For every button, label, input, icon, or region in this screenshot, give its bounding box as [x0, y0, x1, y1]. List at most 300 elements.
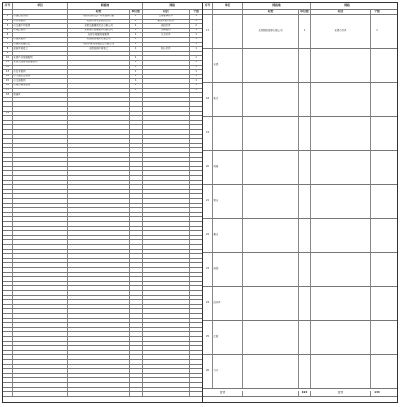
- row-unit: 滨湖: [213, 253, 243, 286]
- row-unit: [13, 227, 68, 231]
- row-unit: [13, 181, 68, 185]
- row-unit: [13, 282, 68, 286]
- row-cunwei: [68, 240, 129, 244]
- row-cunwei: [68, 148, 129, 152]
- row-cunju: 江南花园社区: [143, 15, 191, 19]
- row-count: [190, 300, 202, 304]
- table-row: [203, 253, 397, 287]
- row-cunwei: 无锡市建设发展投资有限公司: [68, 43, 129, 47]
- row-cunwei: [68, 112, 129, 116]
- subheader-cunwei-right: 村委: [243, 10, 299, 14]
- row-no: [3, 148, 13, 152]
- row-no: 9: [3, 52, 13, 56]
- row-count: [190, 346, 202, 350]
- row-count: [190, 158, 202, 162]
- row-count: 1: [195, 56, 197, 59]
- row-cunwei: [68, 135, 129, 139]
- row-unit: [13, 194, 68, 198]
- row-cunju: 无锡市社区: [311, 15, 371, 48]
- row-cunju: [143, 259, 191, 263]
- row-no: [3, 245, 13, 249]
- row-unit: [13, 144, 68, 148]
- row-unit: [13, 162, 68, 166]
- table-row: [203, 117, 397, 151]
- row-no: 17: [3, 89, 13, 93]
- row-count: [190, 245, 202, 249]
- row-count: [190, 240, 202, 244]
- row-cunwei: 无锡城市发展集团有限公司: [68, 29, 129, 33]
- row-cunju: [311, 117, 371, 150]
- row-unit-count: [130, 291, 143, 295]
- row-unit: 市交通产业集团: [13, 24, 68, 28]
- row-no: [3, 323, 13, 327]
- row-cunwei: [68, 181, 129, 185]
- row-no: 12: [3, 66, 13, 70]
- row-unit-count: [130, 185, 143, 189]
- row-cunju: [143, 102, 191, 106]
- row-cunwei: [68, 268, 129, 272]
- row-unit: 市文旅集团: [13, 79, 68, 83]
- row-cunju: [143, 222, 191, 226]
- row-no: 17: [203, 15, 213, 48]
- row-unit-count: [130, 314, 143, 318]
- row-no: [3, 355, 13, 359]
- row-count: [190, 162, 202, 166]
- row-cunwei: 无锡国际服务有限公司: [243, 15, 299, 48]
- row-no: [3, 282, 13, 286]
- row-cunju: [311, 49, 371, 82]
- row-cunwei: [68, 52, 129, 56]
- row-no: [3, 388, 13, 392]
- row-cunju: 东方社区: [143, 33, 191, 37]
- row-no: 21: [203, 185, 213, 218]
- row-unit-count: [130, 130, 143, 134]
- row-unit: [13, 176, 68, 180]
- row-unit: 市水务集团: [13, 20, 68, 24]
- row-unit-count: [299, 219, 311, 252]
- subheader-unit-right: [213, 10, 243, 14]
- row-cunju: 沁园新村: [143, 29, 191, 33]
- row-cunwei: [68, 204, 129, 208]
- row-unit: 惠山: [213, 219, 243, 252]
- row-unit-count: [299, 321, 311, 354]
- row-cunwei: [68, 250, 129, 254]
- row-unit-count: [130, 107, 143, 111]
- total-label-1: 合计: [203, 391, 243, 396]
- row-unit: 无锡: [213, 49, 243, 82]
- row-unit: [13, 130, 68, 134]
- row-no: 3: [3, 24, 13, 28]
- row-cunju: [143, 360, 191, 364]
- row-cunju: [143, 328, 191, 332]
- row-count: [190, 383, 202, 387]
- header-ward-group2: 网格: [169, 3, 176, 8]
- row-no: 25: [203, 321, 213, 354]
- row-cunwei: [68, 190, 129, 194]
- row-unit: [13, 296, 68, 300]
- header-unit: 单位: [13, 3, 68, 9]
- row-unit: 无锡产业发展集团: [13, 56, 68, 60]
- row-no: [3, 208, 13, 212]
- row-unit: 市金融投资集团: [13, 75, 68, 79]
- row-cunwei: [243, 83, 299, 116]
- row-no: [3, 190, 13, 194]
- row-no: 19: [3, 112, 13, 116]
- row-cunju: [143, 236, 191, 240]
- row-unit: [13, 222, 68, 226]
- row-cunwei: [243, 117, 299, 150]
- row-cunwei: [68, 374, 129, 378]
- row-cunwei: [68, 176, 129, 180]
- row-unit-count: [299, 83, 311, 116]
- row-no: [3, 176, 13, 180]
- row-count: [190, 296, 202, 300]
- row-count: [190, 337, 202, 341]
- row-unit-count: [130, 158, 143, 162]
- row-count: [190, 250, 202, 254]
- row-unit-count: [130, 245, 143, 249]
- row-unit-count: [130, 309, 143, 313]
- row-no: [3, 383, 13, 387]
- row-unit-count: [130, 139, 143, 143]
- row-cunju: [143, 139, 191, 143]
- row-count: [190, 139, 202, 143]
- row-unit: [13, 107, 68, 111]
- row-unit: [13, 231, 68, 235]
- row-cunju: [143, 309, 191, 313]
- row-cunju: [143, 93, 191, 97]
- row-no: [3, 98, 13, 102]
- row-no: [3, 360, 13, 364]
- row-unit: [13, 273, 68, 277]
- row-no: [3, 286, 13, 290]
- row-unit: [13, 208, 68, 212]
- row-cunju: [143, 208, 191, 212]
- row-cunju: [143, 227, 191, 231]
- row-cunwei: [68, 305, 129, 309]
- row-unit: 无锡太湖新城发展集团: [13, 61, 68, 65]
- row-cunju: [143, 148, 191, 152]
- row-count: [190, 236, 202, 240]
- row-count: [190, 176, 202, 180]
- row-count: 1: [195, 65, 197, 69]
- row-unit: [13, 309, 68, 313]
- row-cunwei: [68, 171, 129, 175]
- row-no: [3, 231, 13, 235]
- row-unit-count: 1: [130, 66, 143, 70]
- row-cunju: [143, 369, 191, 373]
- row-unit: [13, 135, 68, 139]
- row-no: 8: [3, 47, 13, 51]
- row-unit: [13, 153, 68, 157]
- row-count: 1: [195, 47, 197, 50]
- row-count: [190, 181, 202, 185]
- row-cunwei: [68, 328, 129, 332]
- row-no: [3, 199, 13, 203]
- row-unit: [13, 337, 68, 341]
- row-count: [190, 153, 202, 157]
- row-no: [3, 240, 13, 244]
- row-unit: 市城市建设集团: [13, 84, 68, 88]
- row-cunju: [143, 185, 191, 189]
- row-no: [3, 158, 13, 162]
- row-unit: 高新区管委会: [13, 47, 68, 51]
- row-cunwei: [68, 222, 129, 226]
- row-unit-count: [130, 231, 143, 235]
- row-count: [190, 323, 202, 327]
- row-unit-count: [130, 217, 143, 221]
- row-unit-count: [130, 388, 143, 392]
- row-cunwei: [68, 259, 129, 263]
- row-unit-count: [130, 328, 143, 332]
- row-no: [3, 268, 13, 272]
- row-cunwei: [68, 167, 129, 171]
- row-unit-count: [130, 332, 143, 336]
- row-no: 22: [203, 219, 213, 252]
- row-count: [190, 342, 202, 346]
- row-unit-count: 1: [130, 38, 143, 42]
- row-count: [371, 287, 383, 320]
- row-cunju: [143, 112, 191, 116]
- row-unit: [13, 305, 68, 309]
- row-count: [190, 222, 202, 226]
- row-count: [190, 351, 202, 355]
- row-count: 1: [195, 61, 197, 64]
- row-unit: 梁溪: [213, 151, 243, 184]
- row-cunju: [143, 378, 191, 382]
- row-cunju: [143, 305, 191, 309]
- row-unit-count: [130, 227, 143, 231]
- row-no: [3, 305, 13, 309]
- row-cunwei: [68, 61, 129, 65]
- row-cunwei: [68, 286, 129, 290]
- row-cunju: [143, 181, 191, 185]
- row-count: [190, 227, 202, 231]
- subheader-cunju-right: 村居: [311, 10, 371, 14]
- row-unit: [13, 323, 68, 327]
- row-unit-count: 1: [130, 29, 143, 33]
- header-no-right: 序号: [203, 3, 213, 9]
- row-cunwei: [68, 93, 129, 97]
- row-unit: [13, 185, 68, 189]
- row-unit: [13, 355, 68, 359]
- subheader-count: 个数: [193, 10, 199, 14]
- row-unit-count: [130, 121, 143, 125]
- row-cunju: [143, 43, 191, 47]
- row-count: [190, 305, 202, 309]
- row-unit-count: 1: [130, 56, 143, 60]
- row-unit-count: [130, 153, 143, 157]
- row-unit-count: [130, 319, 143, 323]
- total-label-2: 合计: [311, 391, 371, 396]
- row-cunwei: [68, 185, 129, 189]
- row-no: [3, 116, 13, 120]
- row-count: [190, 112, 202, 116]
- row-count: [190, 388, 202, 392]
- row-cunwei: [68, 314, 129, 318]
- row-cunju: [143, 176, 191, 180]
- row-count: 1: [195, 42, 197, 46]
- row-count: [190, 369, 202, 373]
- row-cunwei: [68, 162, 129, 166]
- row-cunwei: [68, 107, 129, 111]
- row-no: 20: [203, 151, 213, 184]
- row-cunju: [143, 213, 191, 217]
- row-unit-count: [130, 199, 143, 203]
- row-cunju: [143, 199, 191, 203]
- row-unit: [13, 314, 68, 318]
- row-cunju: [143, 89, 191, 93]
- row-cunwei: [68, 369, 129, 373]
- row-count: [190, 185, 202, 189]
- row-cunju: [311, 253, 371, 286]
- row-cunju: [143, 167, 191, 171]
- row-cunwei: [68, 125, 129, 129]
- table-row: [203, 49, 397, 83]
- row-count: [190, 199, 202, 203]
- row-cunwei: [243, 185, 299, 218]
- row-cunju: 惠山区阳山社区: [143, 20, 191, 24]
- table-row: [203, 15, 397, 49]
- table-row: [203, 151, 397, 185]
- row-no: [3, 227, 13, 231]
- row-cunju: [143, 392, 191, 396]
- row-count: [190, 268, 202, 272]
- subheader-no-right: [203, 10, 213, 14]
- row-no: [3, 213, 13, 217]
- row-cunwei: [68, 236, 129, 240]
- row-cunju: [143, 314, 191, 318]
- row-no: [3, 259, 13, 263]
- row-no: [3, 254, 13, 258]
- row-cunju: [143, 332, 191, 336]
- row-unit: [13, 263, 68, 267]
- table-row: [3, 392, 202, 397]
- row-count: [190, 254, 202, 258]
- row-unit: [13, 66, 68, 70]
- row-cunju: 旺庄社区: [143, 47, 191, 51]
- row-unit: [13, 98, 68, 102]
- row-unit: [13, 351, 68, 355]
- row-unit: [13, 236, 68, 240]
- row-no: [3, 153, 13, 157]
- row-no: [3, 171, 13, 175]
- row-cunju: [311, 185, 371, 218]
- row-cunwei: 无锡市自来水股份公司: [68, 20, 129, 24]
- row-no: [3, 250, 13, 254]
- row-no: [3, 296, 13, 300]
- row-cunwei: [68, 56, 129, 60]
- table-header-right: [203, 3, 397, 10]
- row-unit-count: [130, 102, 143, 106]
- row-cunwei: [243, 287, 299, 320]
- row-unit: [13, 369, 68, 373]
- row-no: [3, 351, 13, 355]
- row-count: [190, 282, 202, 286]
- row-unit: [13, 388, 68, 392]
- row-unit: [13, 291, 68, 295]
- row-no: 18: [3, 93, 13, 97]
- row-count: [190, 116, 202, 120]
- row-cunwei: [68, 75, 129, 79]
- row-unit-count: [130, 383, 143, 387]
- row-no: [3, 378, 13, 382]
- row-cunju: [143, 162, 191, 166]
- row-count: 1: [195, 19, 197, 23]
- row-count: [190, 93, 202, 97]
- row-cunju: [311, 321, 371, 354]
- row-unit-count: [130, 273, 143, 277]
- row-unit: 梁溪区: [13, 93, 68, 97]
- row-cunwei: [68, 300, 129, 304]
- total-value-1: 624: [299, 391, 311, 396]
- row-cunwei: [68, 365, 129, 369]
- row-count: [190, 107, 202, 111]
- row-count: [190, 217, 202, 221]
- row-cunwei: [68, 254, 129, 258]
- subheader-unit: [13, 10, 68, 14]
- row-cunju: [143, 342, 191, 346]
- row-unit: 市农业集团: [13, 70, 68, 74]
- row-no: [3, 263, 13, 267]
- table-row: [203, 287, 397, 321]
- row-unit-count: [130, 277, 143, 281]
- row-unit-count: [130, 282, 143, 286]
- row-cunju: [143, 383, 191, 387]
- row-count: [371, 151, 383, 184]
- row-cunwei: [68, 227, 129, 231]
- row-unit-count: [130, 148, 143, 152]
- row-unit-count: [130, 93, 143, 97]
- row-cunwei: 无锡市国有资产置业服务有限: [68, 15, 129, 19]
- row-cunwei: [68, 355, 129, 359]
- row-unit-count: [130, 305, 143, 309]
- row-count: 1: [376, 29, 378, 33]
- subheader-unit-count-right: 单位数: [299, 10, 311, 14]
- row-count: [190, 273, 202, 277]
- row-no: [3, 277, 13, 281]
- row-unit-count: [130, 286, 143, 290]
- row-unit-count: [130, 116, 143, 120]
- row-count: [190, 190, 202, 194]
- row-no: 4: [3, 29, 13, 33]
- row-no: [3, 291, 13, 295]
- row-cunju: [143, 194, 191, 198]
- row-no: [3, 332, 13, 336]
- row-unit: [13, 112, 68, 116]
- row-cunju: [143, 254, 191, 258]
- row-count: [190, 374, 202, 378]
- row-no: [3, 319, 13, 323]
- row-count: [371, 321, 383, 354]
- row-no: [3, 181, 13, 185]
- row-count: [190, 121, 202, 125]
- row-cunju: [311, 355, 371, 388]
- row-cunwei: [243, 151, 299, 184]
- row-count: [190, 208, 202, 212]
- row-cunwei: [243, 321, 299, 354]
- row-unit-count: 1: [130, 24, 143, 28]
- row-count: 2: [195, 24, 197, 27]
- row-unit: [13, 300, 68, 304]
- row-cunwei: [68, 282, 129, 286]
- row-cunju: [143, 153, 191, 157]
- row-unit-count: [299, 49, 311, 82]
- row-cunju: [143, 319, 191, 323]
- row-count: [371, 49, 383, 82]
- row-count: [190, 277, 202, 281]
- row-no: [3, 365, 13, 369]
